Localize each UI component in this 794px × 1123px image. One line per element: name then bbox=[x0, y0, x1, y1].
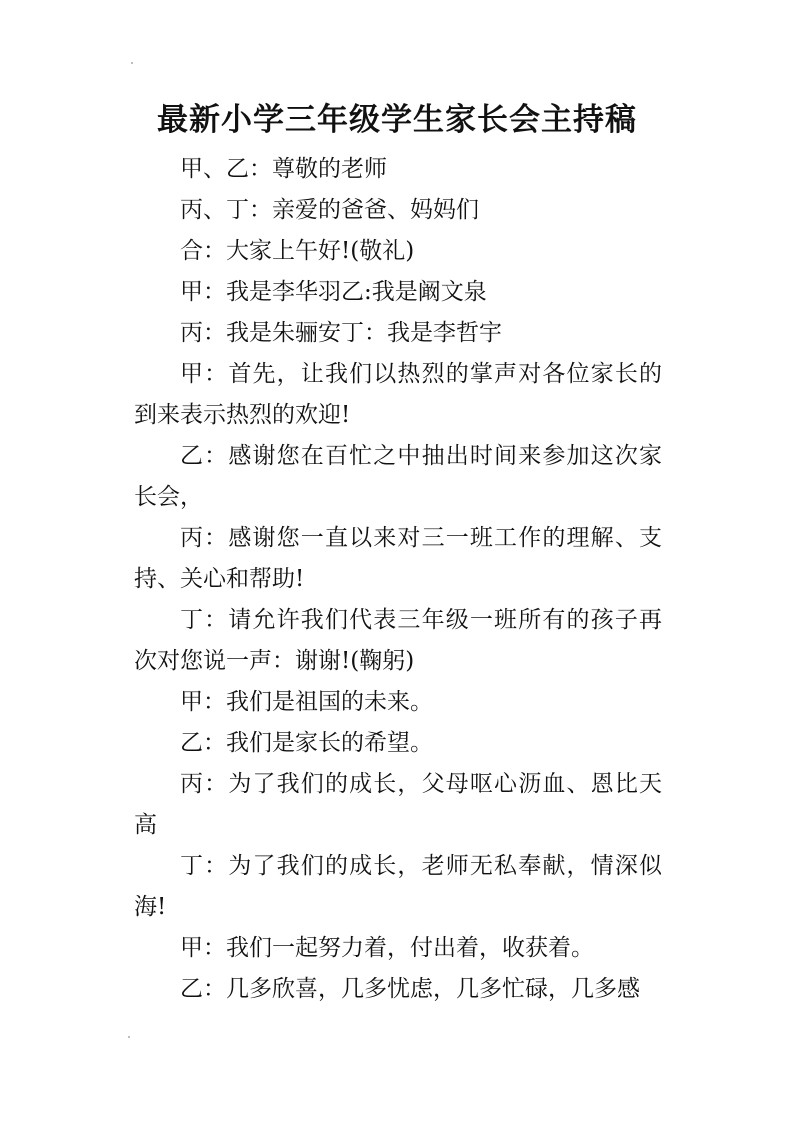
paragraph: 丙：我是朱骊安丁：我是李哲宇 bbox=[180, 320, 502, 346]
paragraph: 乙：几多欣喜，几多忧虑，几多忙碌，几多感 bbox=[180, 976, 640, 1002]
paragraph: 乙：感谢您在百忙之中抽出时间来参加这次家长会， bbox=[134, 443, 662, 510]
scan-speck bbox=[131, 62, 133, 64]
paragraph: 丙：感谢您一直以来对三一班工作的理解、支持、关心和帮助! bbox=[134, 525, 662, 592]
paragraph: 丙、丁：亲爱的爸爸、妈妈们 bbox=[180, 197, 479, 223]
paragraph: 甲：我们一起努力着，付出着，收获着。 bbox=[180, 935, 594, 961]
scan-speck bbox=[128, 1036, 130, 1038]
paragraph: 合：大家上午好!(敬礼) bbox=[180, 238, 415, 264]
paragraph: 甲、乙：尊敬的老师 bbox=[180, 156, 387, 182]
paragraph: 丙：为了我们的成长，父母呕心沥血、恩比天高 bbox=[134, 771, 662, 838]
paragraph: 甲：我们是祖国的未来。 bbox=[180, 689, 433, 715]
paragraph: 甲：我是李华羽乙:我是阚文泉 bbox=[180, 279, 487, 305]
paragraph: 乙：我们是家长的希望。 bbox=[180, 730, 433, 756]
paragraph: 丁：请允许我们代表三年级一班所有的孩子再次对您说一声：谢谢!(鞠躬) bbox=[134, 607, 662, 674]
paragraph: 丁：为了我们的成长，老师无私奉献，情深似海! bbox=[134, 853, 662, 920]
document-body bbox=[134, 149, 662, 1010]
paragraph: 甲：首先，让我们以热烈的掌声对各位家长的到来表示热烈的欢迎! bbox=[134, 361, 662, 428]
document-title: 最新小学三年级学生家长会主持稿 bbox=[157, 102, 637, 138]
